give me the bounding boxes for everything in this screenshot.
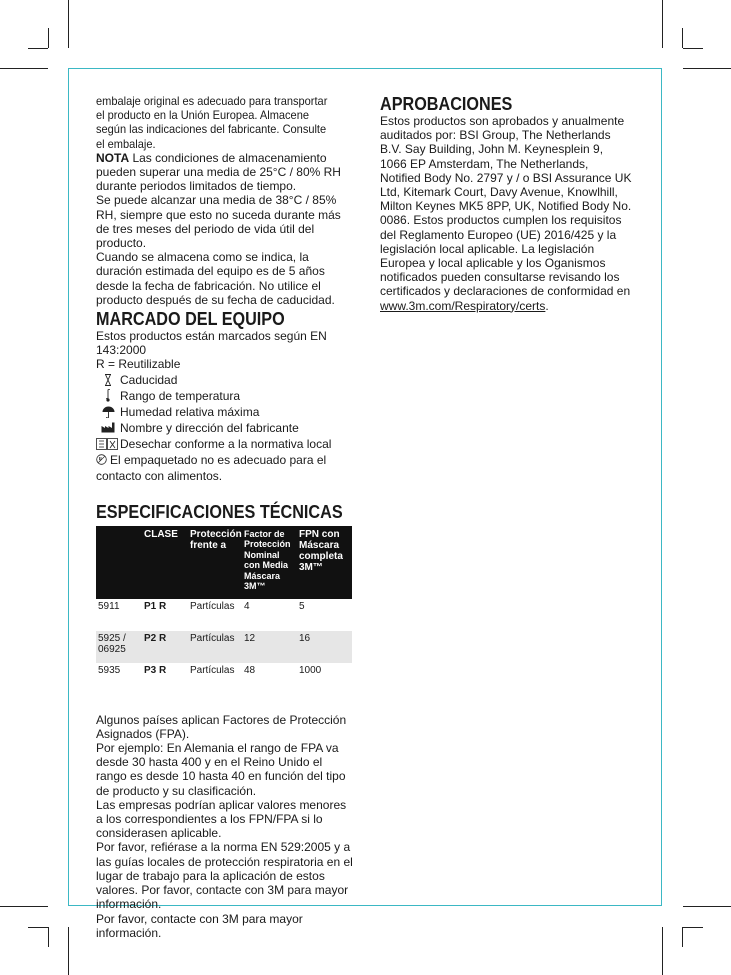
storage-note-paragraph: NOTA Las condiciones de almacenamiento pueden superar una media de 25°C / 80% RH durante periodos limitados de tiempo. <box>96 150 341 194</box>
storage-paragraph: embalaje original es adecuado para transportar el producto en la Unión Europea. Almacene según las indicaciones del fabricante. Consulte el embalaje. <box>96 94 328 151</box>
half-mask-cell: 12 <box>242 631 297 663</box>
symbol-row <box>96 388 356 404</box>
crop-mark <box>0 906 48 907</box>
full-mask-cell: 5 <box>299 600 305 612</box>
model-cell: 5911 <box>98 600 120 612</box>
not-food-symbol-text <box>96 452 356 484</box>
crop-mark <box>48 28 49 48</box>
crop-mark <box>682 927 683 947</box>
header-cell: FPN con Máscara completa 3M™ <box>297 526 352 599</box>
note-paragraph: Por favor, contacte con 3M para mayor información. <box>96 911 303 940</box>
class-cell: P1 R <box>144 600 167 612</box>
header-cell: Factor de Protección Nominal con Media Máscara 3M™ <box>242 526 297 599</box>
hourglass-icon <box>96 373 120 387</box>
symbol-label: Nombre y dirección del fabricante <box>120 420 299 435</box>
symbol-label: Rango de temperatura <box>120 388 241 403</box>
table-row <box>96 663 352 695</box>
approvals-paragraph: Estos productos son aprobados y anualmente auditados por: BSI Group, The Netherlands B.V. Say Building, John M. Keynesplein 9, 1066 EP Amsterdam, The Netherlands, Notified Body No. 2797 y / o BSI Assurance UK Ltd, Kitemark Court, Davy Avenue, Knowlhill, Milton Keynes MK5 8PP, UK, Notified Body No. 0086. Estos productos cumplen los requisitos del Reglamento Europeo (UE) 2016/425 y la legislación local aplicable. La legislación Europea y local aplicable y los Oganismos notificados pueden consultarse revisando los certificados y declaraciones de conformidad en www.3m.com/Respiratory/certs. <box>380 114 632 313</box>
crop-mark <box>683 927 703 928</box>
thermometer-icon <box>96 389 120 403</box>
protection-cell: Partículas <box>190 600 235 612</box>
crop-mark <box>68 927 69 975</box>
crop-mark <box>683 906 731 907</box>
table-row <box>96 631 352 663</box>
half-mask-cell: 48 <box>244 664 256 676</box>
table-row <box>96 599 352 631</box>
symbol-label: El empaquetado no es adecuado para el contacto con alimentos. <box>96 452 327 483</box>
reuse-legend: R = Reutilizable <box>96 357 181 372</box>
table-header-row <box>96 526 352 599</box>
crop-mark <box>662 0 663 48</box>
symbol-label: Desechar conforme a la normativa local <box>120 436 332 451</box>
specs-table <box>96 526 352 695</box>
crop-mark <box>28 927 48 928</box>
symbol-row <box>96 404 356 420</box>
full-mask-cell: 1000 <box>299 664 322 676</box>
factory-icon <box>96 421 120 435</box>
model-cell: 5935 <box>98 664 121 676</box>
symbol-row <box>96 452 356 484</box>
note-paragraph: Algunos países aplican Factores de Protección Asignados (FPA). <box>96 712 347 741</box>
disposal-icon <box>96 437 120 451</box>
crop-mark <box>662 927 663 975</box>
approvals-section <box>380 94 632 313</box>
left-column <box>96 94 356 940</box>
crop-mark <box>683 48 703 49</box>
header-cell <box>96 526 134 599</box>
not-food-icon <box>96 454 107 465</box>
shelf-life-paragraph: Cuando se almacena como se indica, la duración estimada del equipo es de 5 años desde la fecha de fabricación. No utilice el producto después de su fecha de caducidad. <box>96 250 335 307</box>
class-cell: P2 R <box>134 631 188 663</box>
class-cell: P3 R <box>144 664 167 676</box>
symbol-label: Caducidad <box>120 372 178 387</box>
crop-mark <box>68 0 69 48</box>
crop-mark <box>48 927 49 947</box>
note-paragraph: Por favor, refiérase a la norma EN 529:2005 y a las guías locales de protección respiratoria en el lugar de trabajo para la aplicación de estos valores. Por favor, contacte con 3M para mayor información. <box>96 840 353 912</box>
marking-section <box>96 309 356 484</box>
crop-mark <box>683 68 731 69</box>
approvals-heading: APROBACIONES <box>380 94 513 114</box>
half-mask-cell: 4 <box>244 600 250 612</box>
crop-mark <box>28 48 48 49</box>
storage-paragraph: Se puede alcanzar una media de 38°C / 85% RH, siempre que esto no suceda durante más de tres meses del periodo de vida útil del producto. <box>96 193 341 251</box>
symbol-row <box>96 420 356 436</box>
fpa-notes-section <box>96 713 356 940</box>
symbol-row <box>96 372 356 388</box>
right-column <box>380 94 632 313</box>
certs-link[interactable]: www.3m.com/Respiratory/certs <box>380 298 546 313</box>
protection-cell: Partículas <box>188 631 242 663</box>
umbrella-icon <box>96 405 120 419</box>
specs-heading: ESPECIFICACIONES TÉCNICAS <box>96 501 343 522</box>
model-cell: 5925 / 06925 <box>96 631 134 663</box>
symbol-row <box>96 436 356 452</box>
symbol-label: Humedad relativa máxima <box>120 404 260 419</box>
header-cell: CLASE <box>134 526 188 599</box>
crop-mark <box>0 68 48 69</box>
marking-intro: Estos productos están marcados según EN 143:2000 <box>96 329 327 358</box>
note-paragraph: Por ejemplo: En Alemania el rango de FPA va desde 30 hasta 400 y en el Reino Unido el rango es desde 10 hasta 40 en función del tipo de producto y su clasificación. <box>96 741 346 798</box>
note-label: NOTA <box>96 150 130 165</box>
full-mask-cell: 16 <box>297 631 352 663</box>
specs-section <box>96 502 356 695</box>
storage-section <box>96 94 356 307</box>
note-paragraph: Las empresas podrían aplicar valores menores a los correspondientes a los FPN/FPA si lo considerasen aplicable. <box>96 797 347 841</box>
marking-heading: MARCADO DEL EQUIPO <box>96 309 285 330</box>
header-cell: Protección frente a <box>188 526 242 599</box>
protection-cell: Partículas <box>190 664 235 676</box>
crop-mark <box>682 28 683 48</box>
